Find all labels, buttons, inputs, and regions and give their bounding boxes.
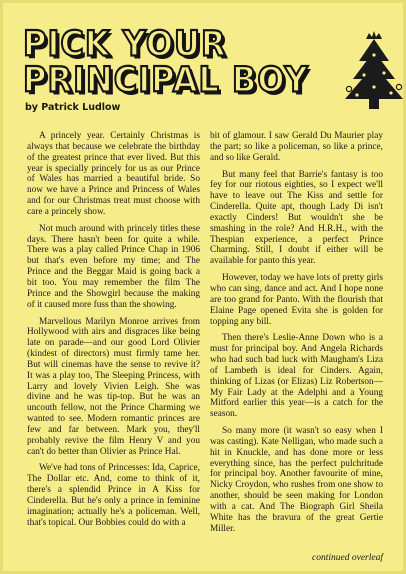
christmas-tree-icon: [339, 31, 406, 115]
paragraph: A princely year. Certainly Christmas is always that because we celebrate the birthday of the greatest prince that ever lived. But this year is specially princely for us as our Prince of Wales has married a beautiful bride. So now we have a Prince and Princess of Wales and for our Christmas treat must choose with care a princely show.: [27, 131, 200, 217]
right-column: [210, 131, 383, 541]
byline: by Patrick Ludlow: [25, 102, 121, 113]
title-line-2: PRINCIPAL BOY: [23, 59, 309, 101]
paragraph: Marvellous Marilyn Monroe arrives from Hollywood with airs and disgraces like being late on parade—and our good Lord Olivier (kindest of directors) must firmly tame her. But will cinemas have the sense to revive it? It was a play too, The Sleeping Princess, with Larry and lovely Vivien Leigh. She was divine and he was tip-top. But he was an uncouth fellow, not the Prince Charming we wanted to see. Modern romantic princes are few and far between. Mark you, they'll probably revive the film Henry V and you can't do better than Olivier as Prince Hal.: [27, 316, 200, 457]
continued-overleaf: continued overleaf: [312, 553, 383, 563]
article-header: [23, 23, 393, 133]
paragraph: However, today we have lots of pretty girls who can sing, dance and act. And I hope none are too grand for Panto. With the flourish that Elaine Page opened Evita she is golden for topping any bill.: [210, 273, 383, 327]
paragraph: We've had tons of Princesses: Ida, Caprice, The Dollar etc. And, come to think of it, there's a splendid Prince in A Kiss for Cinderella. But he's only a prince in feminine imagination; actually he's a policeman. Well, that's topical. Our Bobbies could do with a: [27, 463, 200, 528]
title-line-1: PICK YOUR: [23, 23, 227, 65]
paragraph: Then there's Leslie-Anne Down who is a must for principal boy. And Angela Richards who had such bad luck with Maugham's Liza of Lambeth is ideal for Cinders. Again, thinking of Lizas (or Elizas) Liz Robertson—My Fair Lady at the Adelphi and a Young Mitford earlier this year—is a catch for the season.: [210, 333, 383, 420]
paragraph: bit of glamour. I saw Gerald Du Maurier play the part; so like a policeman, so like a prince, and so like Gerald.: [210, 131, 383, 163]
paragraph: But many feel that Barrie's fantasy is too fey for our riotous eighties, so I expect we'll have to leave out The Kiss and settle for Cinderella. Quite apt, though Lady Di isn't exactly Cinders! But wouldn't she be smashing in the role? And H.R.H., with the Thespian experience, a perfect Prince Charming. Still, I doubt if either will be available for panto this year.: [210, 169, 383, 267]
paragraph: So many more (it wasn't so easy when I was casting). Kate Nelligan, who made such a hit in Knuckle, and has done more or less everything since, has the perfect pulchritude for principal boy. Another favourite of mine, Nicky Croydon, who rushes from one show to another, should be seen making for London with a cat. And The Biograph Girl Sheila White has the bravura of the great Gertie Miller.: [210, 426, 383, 534]
left-column: [27, 131, 200, 535]
paragraph: Not much around with princely titles these days. There hasn't been for quite a while. There was a play called Prince Chap in 1906 but that's even before my time; and The Prince and the Beggar Maid is going back a bit too. You may remember the film The Prince and the Showgirl because the making of it caused more fuss than the showing.: [27, 223, 200, 310]
